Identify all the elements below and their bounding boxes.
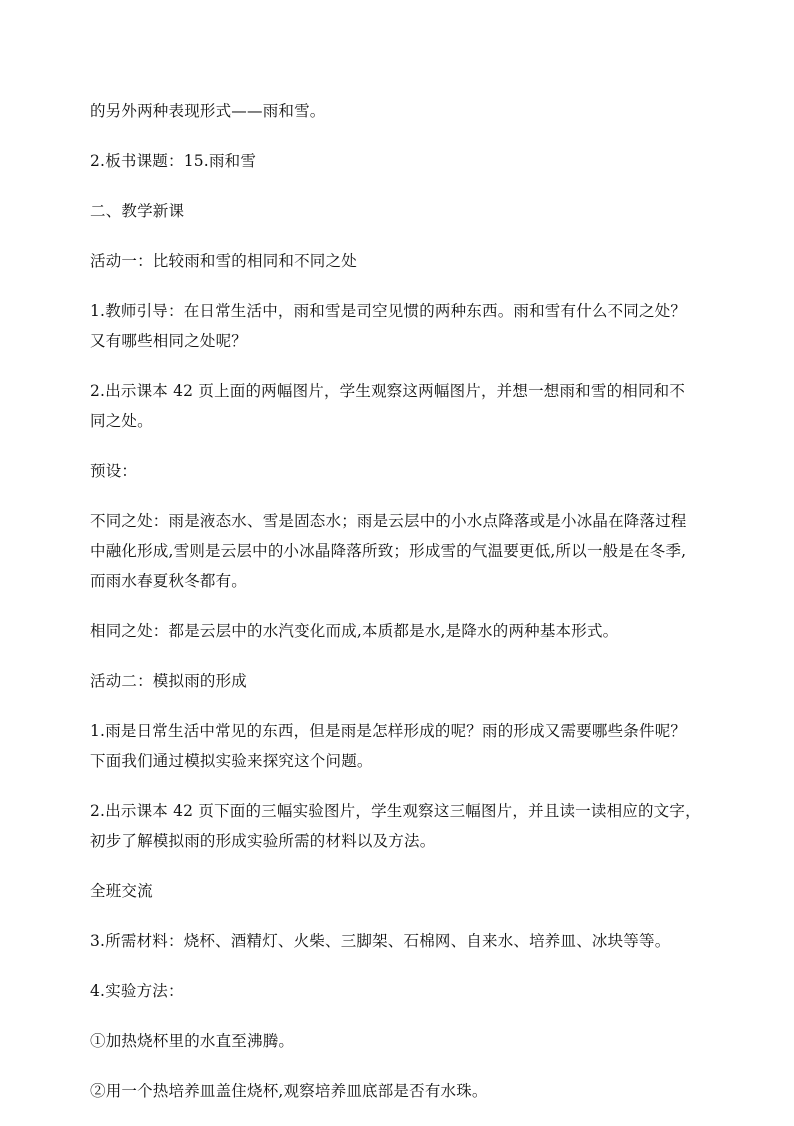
paragraph [90,296,710,356]
text-line: 中融化形成,雪则是云层中的小冰晶降落所致；形成雪的气温要更低,所以一般是在冬季, [90,542,687,560]
paragraph [90,716,710,776]
paragraph [90,796,710,856]
text-line: 2.出示课本 42 页下面的三幅实验图片，学生观察这三幅图片，并且读一读相应的文字， [90,802,701,820]
text-line: 活动一：比较雨和雪的相同和不同之处 [90,252,357,270]
text-line: ②用一个热培养皿盖住烧杯,观察培养皿底部是否有水珠。 [90,1082,488,1100]
text-line: 预设： [90,462,138,480]
text-line: 1.雨是日常生活中常见的东西，但是雨是怎样形成的呢？雨的形成又需要哪些条件呢？ [90,722,687,740]
paragraph [90,876,710,906]
paragraph [90,456,710,486]
text-line: 2.板书课题：15.雨和雪 [90,152,257,170]
text-line: ①加热烧杯里的水直至沸腾。 [90,1032,295,1050]
paragraph [90,196,710,226]
paragraph [90,506,710,596]
paragraph [90,246,710,276]
text-line: 而雨水春夏秋冬都有。 [90,572,248,590]
text-line: 活动二：模拟雨的形成 [90,672,248,690]
paragraph [90,146,710,176]
text-line: 同之处。 [90,412,153,430]
text-line: 下面我们通过模拟实验来探究这个问题。 [90,752,373,770]
text-line: 4.实验方法： [90,982,184,1000]
text-line: 初步了解模拟雨的形成实验所需的材料以及方法。 [90,832,436,850]
paragraph [90,616,710,646]
text-line: 的另外两种表现形式——雨和雪。 [90,102,326,120]
text-line: 不同之处：雨是液态水、雪是固态水；雨是云层中的小水点降落或是小冰晶在降落过程 [90,512,687,530]
paragraph [90,976,710,1006]
text-line: 又有哪些相同之处呢？ [90,332,248,350]
text-line: 相同之处：都是云层中的水汽变化而成,本质都是水,是降水的两种基本形式。 [90,622,619,640]
paragraph [90,1026,710,1056]
paragraph [90,666,710,696]
paragraph [90,376,710,436]
paragraph [90,1076,710,1106]
text-line: 2.出示课本 42 页上面的两幅图片，学生观察这两幅图片，并想一想雨和雪的相同和不 [90,382,686,400]
text-line: 1.教师引导：在日常生活中，雨和雪是司空见惯的两种东西。雨和雪有什么不同之处？ [90,302,687,320]
text-line: 二、教学新课 [90,202,185,220]
text-line: 全班交流 [90,882,153,900]
paragraph [90,926,710,956]
text-line: 3.所需材料：烧杯、酒精灯、火柴、三脚架、石棉网、自来水、培养皿、冰块等等。 [90,932,671,950]
paragraph [90,96,710,126]
document-body [90,96,710,1126]
